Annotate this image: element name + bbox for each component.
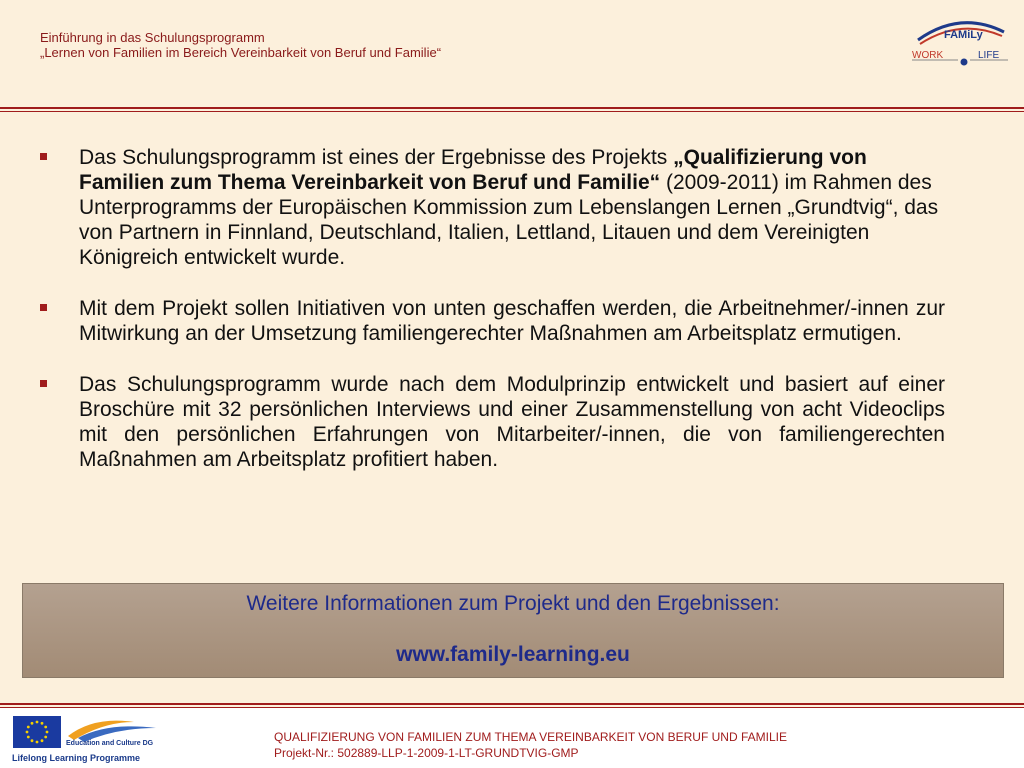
bullet-text-project-name: „Qualifizierung von Familien zum Thema Vereinbarkeit von Beruf und Familie“ bbox=[79, 146, 867, 194]
header-divider-thin bbox=[0, 111, 1024, 112]
bullet-text: Mit dem Projekt sollen Initiativen von unten geschaffen werden, die Arbeitnehmer/-innen zur Mitwirkung an der Umsetzung familiengerechter Maßnahmen am Arbeitsplatz ermutigen. bbox=[79, 297, 945, 345]
square-bullet-icon bbox=[40, 153, 47, 160]
info-box bbox=[22, 583, 1004, 678]
eu-flag-icon bbox=[13, 716, 61, 748]
lifelong-learning-label: Lifelong Learning Programme bbox=[12, 753, 141, 763]
info-text: Weitere Informationen zum Projekt und den Ergebnissen: bbox=[246, 592, 780, 615]
footer-divider bbox=[0, 703, 1024, 705]
bullet-text-intro: Das Schulungsprogramm ist eines der Ergebnisse des Projekts bbox=[79, 146, 674, 169]
bullet-text-details: (2009-2011) im Rahmen des Unterprogramms der Europäischen Kommission zum Lebenslangen Lernen „Grundtvig“, das von Partnern in Finnland, Deutschland, Italien, Lettland, Litauen und dem Vereinigten Königreich entwickelt wurde. bbox=[79, 171, 939, 269]
footer-project-title: QUALIFIZIERUNG VON FAMILIEN ZUM THEMA VEREINBARKEIT VON BERUF UND FAMILIE bbox=[274, 730, 787, 744]
square-bullet-icon bbox=[40, 380, 47, 387]
bullet-item-project bbox=[40, 145, 945, 270]
header-divider bbox=[0, 107, 1024, 109]
square-bullet-icon bbox=[40, 304, 47, 311]
svg-text:LIFE: LIFE bbox=[978, 50, 1000, 61]
project-website-link[interactable]: www.family-learning.eu bbox=[396, 643, 630, 666]
slide-footer bbox=[0, 708, 1024, 768]
slide-header bbox=[0, 0, 1024, 108]
family-work-life-logo-icon bbox=[908, 14, 1012, 72]
bullet-text: Das Schulungsprogramm wurde nach dem Modulprinzip entwickelt und basiert auf einer Broschüre mit 32 persönlichen Interviews und einer Zusammenstellung von acht Videoclips mit den persönlichen Erfahrungen von Mitarbeiter/-innen, die von familiengerechten Maßnahmen am Arbeitsplatz profitiert haben. bbox=[79, 373, 945, 471]
header-subtitle: Einführung in das Schulungsprogramm bbox=[40, 30, 265, 45]
header-program-title: „Lernen von Familien im Bereich Vereinbarkeit von Beruf und Familie“ bbox=[40, 45, 442, 60]
bullet-item-initiatives bbox=[40, 296, 945, 346]
bullet-item-module bbox=[40, 372, 945, 472]
education-culture-label: Education and Culture DG bbox=[66, 740, 154, 747]
bullet-list bbox=[40, 145, 945, 498]
footer-project-number: Projekt-Nr.: 502889-LLP-1-2009-1-LT-GRUNDTVIG-GMP bbox=[274, 746, 579, 760]
svg-text:FAMiLy: FAMiLy bbox=[944, 29, 983, 41]
svg-text:WORK: WORK bbox=[912, 50, 944, 61]
